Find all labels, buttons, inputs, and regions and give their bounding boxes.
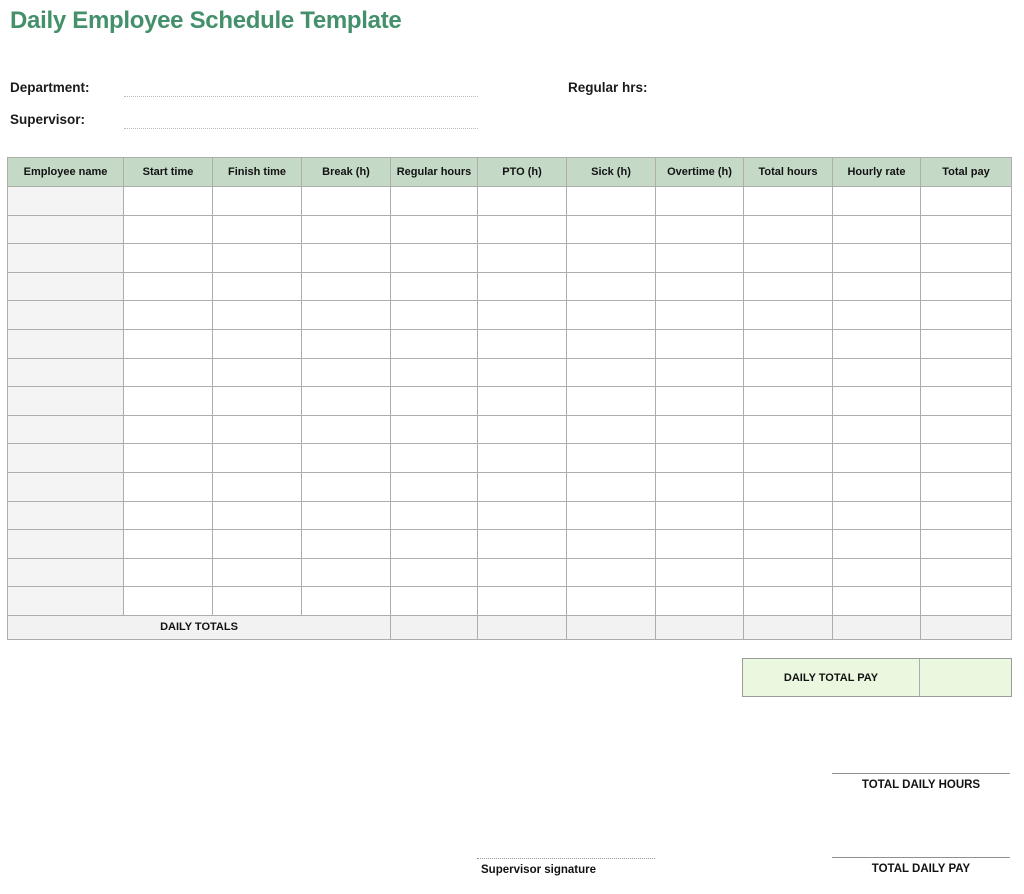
schedule-cell[interactable] (302, 358, 391, 387)
schedule-cell[interactable] (921, 215, 1012, 244)
supervisor-label: Supervisor: (10, 112, 86, 127)
schedule-cell[interactable] (656, 272, 744, 301)
total-daily-pay-label: TOTAL DAILY PAY (871, 863, 971, 875)
schedule-cell[interactable] (567, 215, 656, 244)
schedule-cell[interactable] (567, 472, 656, 501)
schedule-cell[interactable] (478, 558, 567, 587)
schedule-cell[interactable] (567, 415, 656, 444)
schedule-cell[interactable] (567, 387, 656, 416)
table-row (8, 187, 1012, 216)
schedule-cell[interactable] (921, 301, 1012, 330)
schedule-cell[interactable] (744, 329, 833, 358)
schedule-cell[interactable] (391, 329, 478, 358)
column-header: Start time (124, 158, 213, 187)
table-row (8, 530, 1012, 559)
schedule-cell[interactable] (213, 215, 302, 244)
schedule-cell[interactable] (744, 272, 833, 301)
schedule-cell[interactable] (921, 415, 1012, 444)
column-header: Regular hours (391, 158, 478, 187)
schedule-cell[interactable] (478, 387, 567, 416)
schedule-table (7, 157, 1012, 640)
schedule-cell[interactable] (391, 187, 478, 216)
schedule-cell[interactable] (478, 329, 567, 358)
schedule-cell[interactable] (744, 187, 833, 216)
schedule-cell[interactable] (124, 558, 213, 587)
schedule-cell[interactable] (391, 215, 478, 244)
schedule-cell[interactable] (302, 244, 391, 273)
schedule-cell[interactable] (744, 501, 833, 530)
daily-total-pay-label: DAILY TOTAL PAY (743, 659, 920, 696)
schedule-cell[interactable] (656, 472, 744, 501)
schedule-cell[interactable] (124, 187, 213, 216)
schedule-cell[interactable] (124, 444, 213, 473)
schedule-cell[interactable] (213, 587, 302, 616)
schedule-cell[interactable] (213, 415, 302, 444)
schedule-cell[interactable] (391, 244, 478, 273)
employee-name-cell[interactable] (8, 558, 124, 587)
schedule-cell[interactable] (567, 329, 656, 358)
schedule-cell[interactable] (391, 530, 478, 559)
column-header: Total pay (921, 158, 1012, 187)
schedule-cell[interactable] (833, 358, 921, 387)
supervisor-input-line[interactable] (124, 128, 478, 129)
schedule-cell[interactable] (656, 301, 744, 330)
schedule-cell[interactable] (567, 358, 656, 387)
table-row (8, 329, 1012, 358)
employee-name-cell[interactable] (8, 387, 124, 416)
schedule-cell[interactable] (478, 530, 567, 559)
schedule-cell[interactable] (213, 501, 302, 530)
schedule-cell[interactable] (567, 558, 656, 587)
column-header: PTO (h) (478, 158, 567, 187)
schedule-cell[interactable] (567, 501, 656, 530)
schedule-cell[interactable] (921, 558, 1012, 587)
table-row (8, 587, 1012, 616)
schedule-cell[interactable] (656, 558, 744, 587)
schedule-cell[interactable] (213, 472, 302, 501)
schedule-cell[interactable] (302, 530, 391, 559)
department-input-line[interactable] (124, 96, 478, 97)
schedule-cell[interactable] (833, 387, 921, 416)
table-row (8, 387, 1012, 416)
schedule-cell[interactable] (124, 387, 213, 416)
schedule-cell[interactable] (124, 472, 213, 501)
schedule-cell[interactable] (833, 329, 921, 358)
schedule-cell[interactable] (302, 387, 391, 416)
schedule-cell[interactable] (478, 358, 567, 387)
schedule-cell[interactable] (567, 272, 656, 301)
schedule-cell[interactable] (124, 587, 213, 616)
schedule-cell[interactable] (744, 215, 833, 244)
supervisor-signature-line[interactable] (477, 858, 655, 859)
daily-total-cell[interactable] (744, 615, 833, 639)
schedule-cell[interactable] (302, 215, 391, 244)
employee-name-cell[interactable] (8, 187, 124, 216)
schedule-cell[interactable] (656, 415, 744, 444)
schedule-cell[interactable] (656, 587, 744, 616)
schedule-cell[interactable] (478, 244, 567, 273)
schedule-cell[interactable] (921, 244, 1012, 273)
schedule-cell[interactable] (478, 444, 567, 473)
schedule-cell[interactable] (124, 501, 213, 530)
schedule-cell[interactable] (833, 530, 921, 559)
schedule-cell[interactable] (656, 387, 744, 416)
schedule-cell[interactable] (391, 301, 478, 330)
schedule-cell[interactable] (744, 444, 833, 473)
schedule-cell[interactable] (833, 244, 921, 273)
schedule-cell[interactable] (124, 415, 213, 444)
schedule-cell[interactable] (921, 587, 1012, 616)
schedule-cell[interactable] (567, 444, 656, 473)
schedule-cell[interactable] (833, 501, 921, 530)
schedule-cell[interactable] (478, 272, 567, 301)
column-header: Hourly rate (833, 158, 921, 187)
schedule-cell[interactable] (124, 329, 213, 358)
column-header: Sick (h) (567, 158, 656, 187)
schedule-cell[interactable] (391, 415, 478, 444)
schedule-cell[interactable] (478, 501, 567, 530)
schedule-cell[interactable] (744, 301, 833, 330)
schedule-cell[interactable] (213, 358, 302, 387)
schedule-cell[interactable] (478, 215, 567, 244)
schedule-cell[interactable] (567, 244, 656, 273)
employee-name-cell[interactable] (8, 530, 124, 559)
schedule-cell[interactable] (391, 358, 478, 387)
table-row (8, 501, 1012, 530)
regular-hrs-label: Regular hrs: (568, 80, 648, 95)
employee-name-cell[interactable] (8, 215, 124, 244)
schedule-cell[interactable] (391, 501, 478, 530)
table-row (8, 244, 1012, 273)
schedule-cell[interactable] (567, 301, 656, 330)
schedule-cell[interactable] (302, 272, 391, 301)
schedule-cell[interactable] (302, 587, 391, 616)
daily-totals-label: DAILY TOTALS (8, 615, 391, 639)
schedule-cell[interactable] (833, 272, 921, 301)
schedule-cell[interactable] (833, 587, 921, 616)
schedule-cell[interactable] (567, 530, 656, 559)
table-row (8, 415, 1012, 444)
schedule-cell[interactable] (213, 530, 302, 559)
employee-name-cell[interactable] (8, 587, 124, 616)
schedule-cell[interactable] (656, 358, 744, 387)
employee-name-cell[interactable] (8, 244, 124, 273)
schedule-cell[interactable] (833, 558, 921, 587)
schedule-cell[interactable] (391, 272, 478, 301)
schedule-cell[interactable] (124, 301, 213, 330)
employee-name-cell[interactable] (8, 444, 124, 473)
schedule-cell[interactable] (302, 301, 391, 330)
employee-name-cell[interactable] (8, 329, 124, 358)
schedule-cell[interactable] (921, 187, 1012, 216)
schedule-cell[interactable] (744, 387, 833, 416)
schedule-cell[interactable] (391, 387, 478, 416)
daily-total-cell[interactable] (921, 615, 1012, 639)
schedule-cell[interactable] (391, 558, 478, 587)
schedule-cell[interactable] (302, 187, 391, 216)
schedule-cell[interactable] (302, 501, 391, 530)
schedule-cell[interactable] (656, 501, 744, 530)
schedule-cell[interactable] (744, 558, 833, 587)
schedule-cell[interactable] (744, 472, 833, 501)
schedule-cell[interactable] (833, 215, 921, 244)
schedule-cell[interactable] (744, 587, 833, 616)
schedule-cell[interactable] (391, 587, 478, 616)
table-row (8, 472, 1012, 501)
daily-total-pay-row (742, 658, 1012, 697)
schedule-cell[interactable] (213, 387, 302, 416)
total-daily-hours-label: TOTAL DAILY HOURS (861, 779, 981, 791)
total-daily-hours-line (832, 773, 1010, 774)
daily-total-pay-value-cell[interactable] (920, 659, 1011, 696)
daily-total-cell[interactable] (567, 615, 656, 639)
table-row (8, 444, 1012, 473)
employee-name-cell[interactable] (8, 272, 124, 301)
schedule-cell[interactable] (833, 187, 921, 216)
column-header: Total hours (744, 158, 833, 187)
table-row (8, 272, 1012, 301)
employee-name-cell[interactable] (8, 472, 124, 501)
schedule-cell[interactable] (921, 358, 1012, 387)
schedule-cell[interactable] (213, 301, 302, 330)
schedule-cell[interactable] (124, 358, 213, 387)
schedule-cell[interactable] (478, 301, 567, 330)
schedule-cell[interactable] (656, 530, 744, 559)
schedule-cell[interactable] (656, 244, 744, 273)
schedule-cell[interactable] (213, 272, 302, 301)
schedule-cell[interactable] (921, 501, 1012, 530)
schedule-cell[interactable] (302, 444, 391, 473)
schedule-cell[interactable] (124, 272, 213, 301)
schedule-cell[interactable] (391, 472, 478, 501)
schedule-cell[interactable] (478, 187, 567, 216)
schedule-cell[interactable] (391, 444, 478, 473)
daily-total-cell[interactable] (656, 615, 744, 639)
daily-total-cell[interactable] (478, 615, 567, 639)
schedule-cell[interactable] (478, 587, 567, 616)
schedule-cell[interactable] (478, 415, 567, 444)
schedule-table-body (8, 187, 1012, 616)
schedule-cell[interactable] (302, 558, 391, 587)
schedule-cell[interactable] (656, 187, 744, 216)
total-daily-pay-line (832, 857, 1010, 858)
schedule-cell[interactable] (744, 415, 833, 444)
schedule-cell[interactable] (213, 329, 302, 358)
table-row (8, 558, 1012, 587)
schedule-cell[interactable] (302, 472, 391, 501)
schedule-cell[interactable] (567, 587, 656, 616)
schedule-cell[interactable] (833, 415, 921, 444)
page-title: Daily Employee Schedule Template (10, 7, 402, 34)
schedule-cell[interactable] (921, 387, 1012, 416)
schedule-cell[interactable] (124, 244, 213, 273)
schedule-cell[interactable] (921, 272, 1012, 301)
schedule-cell[interactable] (833, 301, 921, 330)
column-header: Employee name (8, 158, 124, 187)
schedule-cell[interactable] (567, 187, 656, 216)
schedule-cell[interactable] (213, 244, 302, 273)
table-row (8, 215, 1012, 244)
daily-total-cell[interactable] (391, 615, 478, 639)
schedule-cell[interactable] (302, 329, 391, 358)
department-label: Department: (10, 80, 90, 95)
employee-name-cell[interactable] (8, 301, 124, 330)
schedule-cell[interactable] (744, 530, 833, 559)
schedule-cell[interactable] (833, 444, 921, 473)
schedule-cell[interactable] (921, 472, 1012, 501)
schedule-cell[interactable] (302, 415, 391, 444)
table-header-row (8, 158, 1012, 187)
schedule-cell[interactable] (744, 244, 833, 273)
employee-name-cell[interactable] (8, 415, 124, 444)
column-header: Finish time (213, 158, 302, 187)
schedule-cell[interactable] (656, 329, 744, 358)
schedule-cell[interactable] (744, 358, 833, 387)
schedule-cell[interactable] (478, 472, 567, 501)
schedule-cell[interactable] (656, 215, 744, 244)
daily-total-cell[interactable] (833, 615, 921, 639)
column-header: Overtime (h) (656, 158, 744, 187)
supervisor-signature-label: Supervisor signature (481, 864, 597, 876)
schedule-cell[interactable] (213, 187, 302, 216)
schedule-cell[interactable] (921, 530, 1012, 559)
table-row (8, 301, 1012, 330)
schedule-cell[interactable] (921, 329, 1012, 358)
schedule-cell[interactable] (213, 444, 302, 473)
employee-name-cell[interactable] (8, 358, 124, 387)
daily-totals-row (8, 615, 1012, 639)
schedule-cell[interactable] (921, 444, 1012, 473)
schedule-cell[interactable] (124, 215, 213, 244)
column-header: Break (h) (302, 158, 391, 187)
schedule-cell[interactable] (833, 472, 921, 501)
table-row (8, 358, 1012, 387)
employee-name-cell[interactable] (8, 501, 124, 530)
schedule-cell[interactable] (124, 530, 213, 559)
schedule-cell[interactable] (656, 444, 744, 473)
schedule-cell[interactable] (213, 558, 302, 587)
